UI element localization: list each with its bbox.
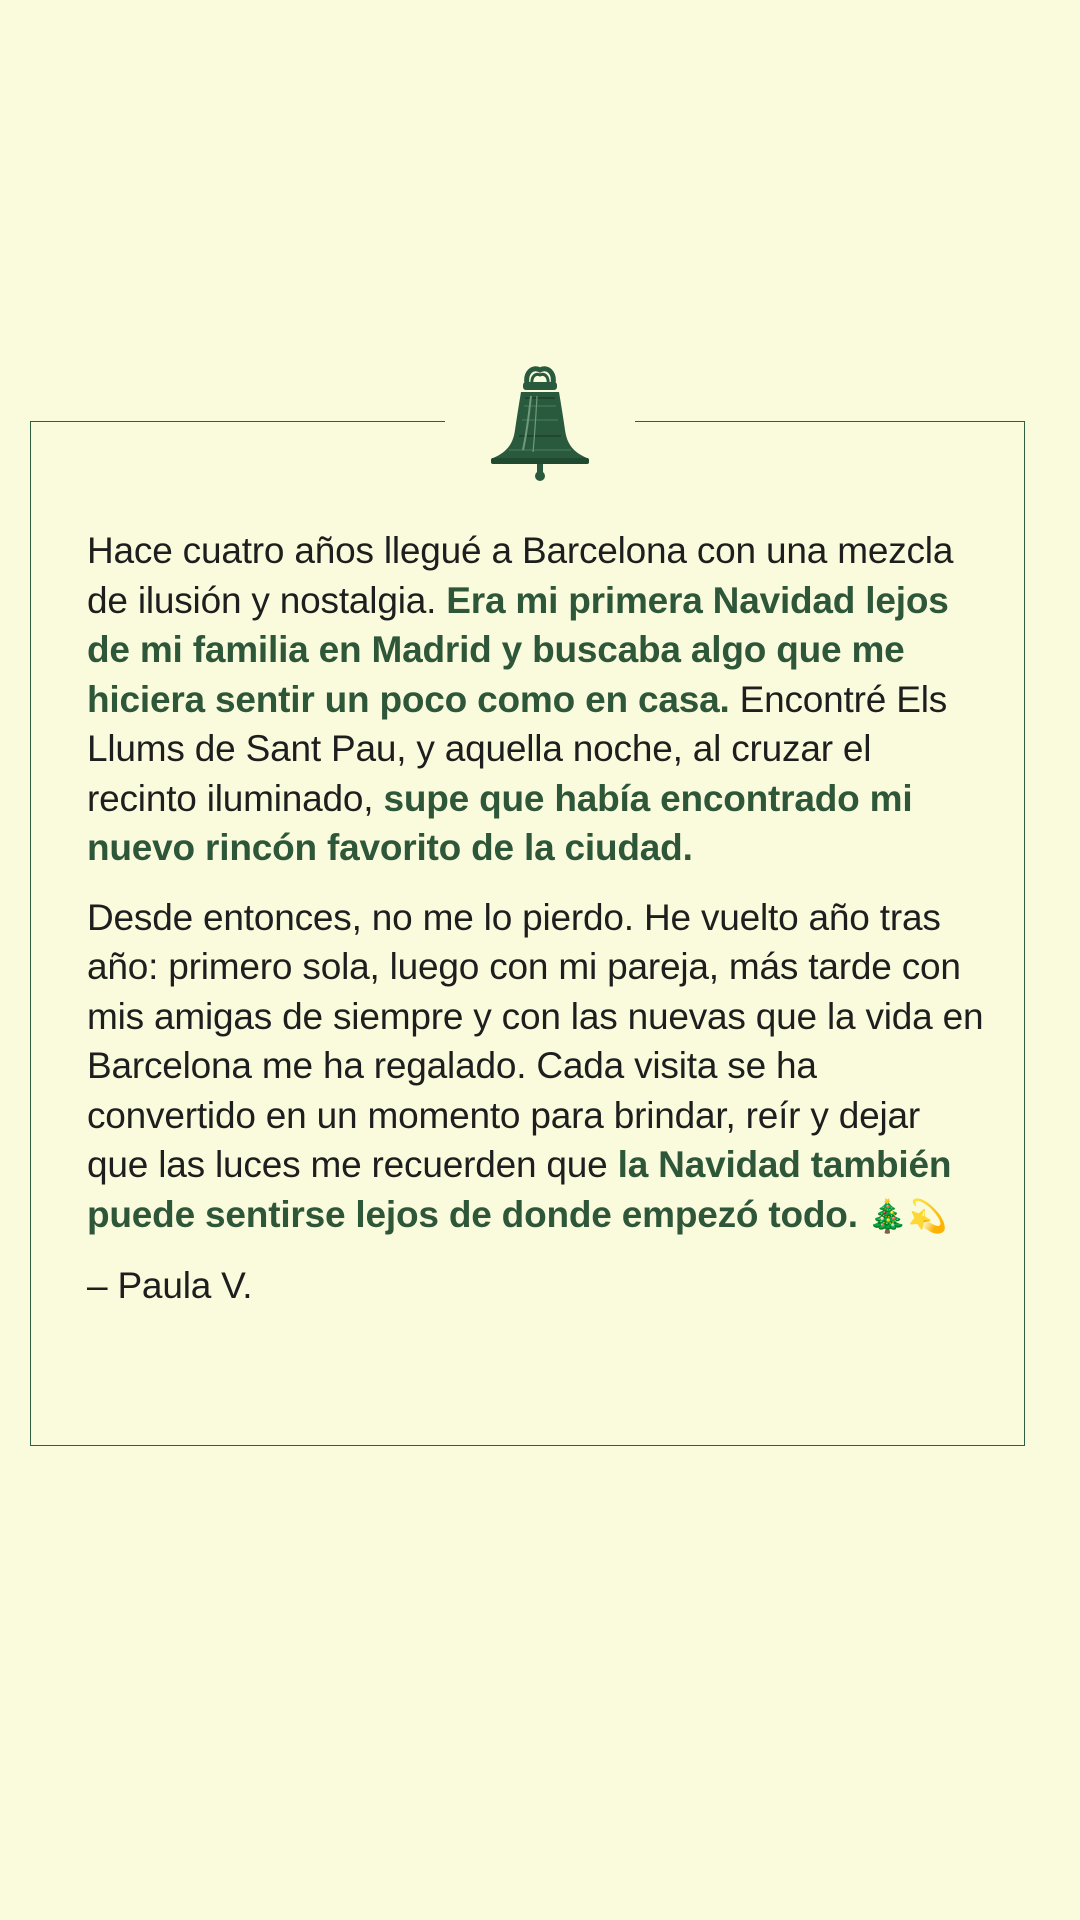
paragraph-2-highlight: la Navidad también puede sentirse lejos de donde empezó todo. <box>87 1144 952 1235</box>
paragraph-1-text-a: Hace cuatro años llegué a Barcelona con una mezcla de ilusión y nostalgia. <box>87 530 954 621</box>
tree-sparkle-emoji: 🎄💫 <box>867 1197 948 1234</box>
testimonial-text <box>87 526 987 1331</box>
bell-icon <box>479 354 601 484</box>
paragraph-1-highlight-a: Era mi primera Navidad lejos de mi familia en Madrid y buscaba algo que me hiciera sentir un poco como en casa. <box>87 579 949 720</box>
testimonial-paragraph-1 <box>87 526 987 873</box>
paragraph-1-text-b: Encontré Els Llums de Sant Pau, y aquella noche, al cruzar el recinto iluminado, <box>87 678 948 819</box>
testimonial-signature: – Paula V. <box>87 1265 253 1306</box>
paragraph-2-text: Desde entonces, no me lo pierdo. He vuelto año tras año: primero sola, luego con mi pareja, más tarde con mis amigas de siempre y con las nuevas que la vida en Barcelona me ha regalado. Cada visita se ha convertido en un momento para brindar, reír y dejar que las luces me recuerden que <box>87 896 984 1185</box>
paragraph-1-highlight-b: supe que había encontrado mi nuevo rincón favorito de la ciudad. <box>87 777 913 868</box>
testimonial-paragraph-2 <box>87 893 987 1242</box>
